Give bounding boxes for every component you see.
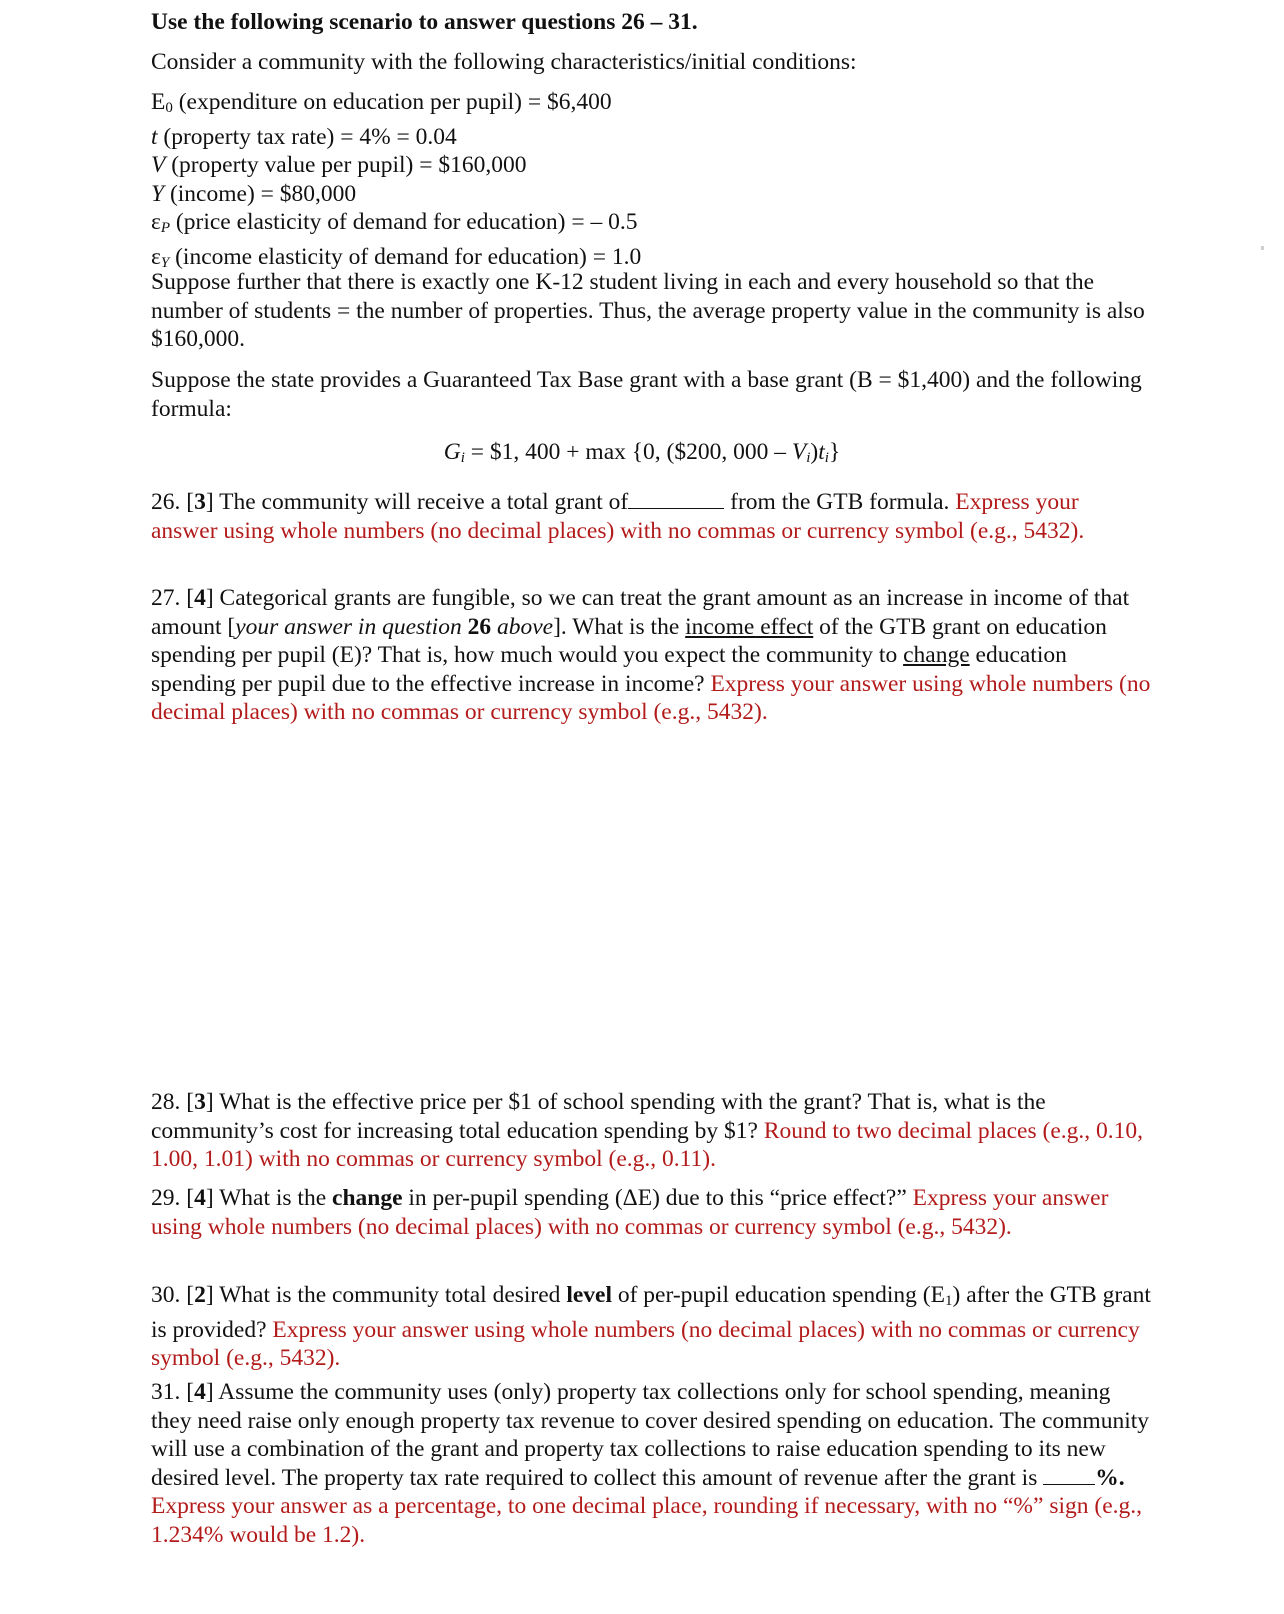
- condition-price-elasticity: $\varepsilon_P$ (price elasticity of demand for education) = – 0.5: [151, 209, 638, 236]
- condition-tax-rate: t (property tax rate) = 4% = 0.04: [151, 123, 457, 150]
- question-28: 28. [3] What is the effective price per $1 of school spending with the grant? That is, what is the community’s cost for increasing total education spending by $1? Round to two decimal places (e.g., 0.10, 1.00, 1.01) with no commas or currency symbol (e.g., 0.11).: [151, 1089, 1144, 1172]
- page-edge-mark: [1261, 246, 1264, 250]
- condition-property-value: V (property value per pupil) = $160,000: [151, 152, 527, 178]
- intro-text: Consider a community with the following characteristics/initial conditions:: [151, 49, 857, 75]
- students-paragraph: Suppose further that there is exactly one K-12 student living in each and every household so that the number of students = the number of properties. Thus, the average property value in the community is also $160,000.: [151, 269, 1145, 352]
- question-26: 26. [3] The community will receive a total grant of from the GTB formula. Express your answer using whole numbers (no decimal places) with no commas or currency symbol (e.g., 5432).: [151, 489, 1085, 544]
- grant-paragraph: Suppose the state provides a Guaranteed Tax Base grant with a base grant (B = $1,400) and the following formula:: [151, 367, 1142, 422]
- condition-income: Y (income) = $80,000: [151, 180, 357, 207]
- question-31: 31. [4] Assume the community uses (only) property tax collections only for school spending, meaning they need raise only enough property tax revenue to cover desired spending on education. The community will use a combination of the grant and property tax collections to raise education spending to its new desired level. The property tax rate required to collect this amount of revenue after the grant is %. Express your answer as a percentage, to one decimal place, rounding if necessary, with no “%” sign (e.g., 1.234% would be 1.2).: [151, 1379, 1150, 1548]
- answer-blank-26[interactable]: [628, 488, 724, 509]
- gtb-formula: $G_i$ = $1, 400 + max {0, ($200, $000 - V_i)t_i$}: [443, 439, 841, 466]
- scenario-heading: Use the following scenario to answer questions 26 – 31.: [151, 9, 698, 35]
- condition-income-elasticity: $\varepsilon_Y$ (income elasticity of demand for education) = 1.0: [151, 243, 642, 271]
- conditions-list: [151, 88, 1151, 277]
- question-27: 27. [4] Categorical grants are fungible, so we can treat the grant amount as an increase in income of that amount [your answer in question 26 above]. What is the income effect of the GTB grant on education spending per pupil (E)? That is, how much would you expect the community to change education spending per pupil due to the effective increase in income? Express your answer using whole numbers (no decimal places) with no commas or currency symbol (e.g., 5432).: [151, 585, 1151, 725]
- condition-e0: $E_0$ (expenditure on education per pupil) = $6,400: [151, 89, 612, 116]
- answer-blank-31[interactable]: [1043, 1464, 1095, 1485]
- question-30: 30. [2] What is the community total desired level of per-pupil education spending $(E_1)$ after the GTB grant is provided? Express your answer using whole numbers (no decimal places) with no commas or currency symbol (e.g., 5432).: [151, 1282, 1151, 1371]
- question-29: 29. [4] What is the change in per-pupil spending (ΔE) due to this “price effect?” Express your answer using whole numbers (no decimal places) with no commas or currency symbol (e.g., 5432).: [151, 1185, 1109, 1240]
